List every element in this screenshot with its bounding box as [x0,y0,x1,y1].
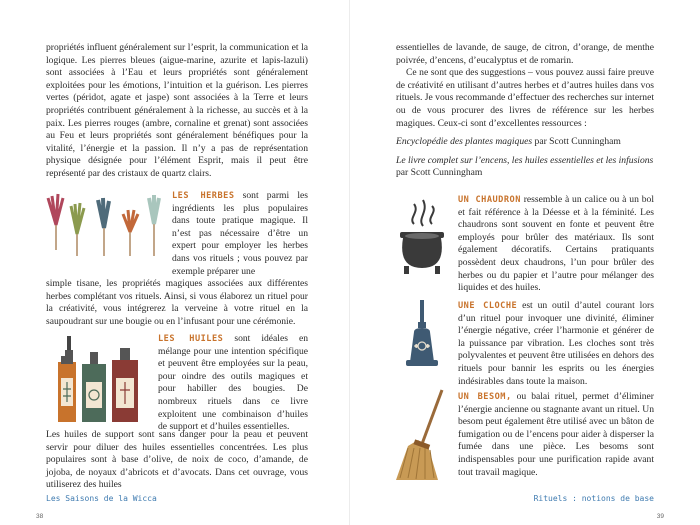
herbs-block-full: simple tisane, les propriétés magiques associées aux différentes herbes complétant vos rituels. Ainsi, si vous élaborez un rituel pour la créativité, vous intégrerez la verveine à votre rituel en la saupoudrant sur une bougie ou en l’infusant pour une cérémonie. [46,278,308,327]
cauldron-heading: UN CHAUDRON [458,195,521,205]
herbs-block-narrow [172,190,308,278]
herb-bundle-icon [149,195,159,256]
oils-block-narrow [158,333,308,434]
herb-bundle-icon [71,203,84,256]
right-page-number: 39 [656,513,664,520]
bell-icon [406,300,438,366]
bell-block: UNE CLOCHE est un outil d’autel courant lors d’un rituel pour invoquer une divinité, éliminer l’énergie négative, créer l’harmonie et générer de la puissance par vibration. Les cloches sont très polyvalentes et peuvent être utilisées en dehors des rituels pour bannir les esprits ou les énergies indésirables dans toute la maison. [458,300,654,387]
left-running-footer: Les Saisons de la Wicca [46,494,157,503]
bell-heading: UNE CLOCHE [458,301,518,311]
oils-text-short: sont idéales en mélange pour une intention spécifique et peuvent être employées sur la peau, pour oindre des outils magiques et pour habiller des bougies. De nombreux rituels dans ce livre exploitent une combinaison d’huiles de support et d’huiles essentielles. [158,333,309,433]
bell-illustration [402,298,442,376]
right-page [350,0,700,525]
herb-bundles-illustration [44,190,166,260]
left-page-number: 38 [36,513,44,520]
book-reference-2: Le livre complet sur l’encens, les huiles essentielles et les infusions par Scott Cunningham [396,154,654,179]
broom-icon [396,390,442,480]
oils-block-full: Les huiles de support sont sans danger pour la peau et peuvent servir pour diluer des huiles essentielles concentrées. Les plus populaires sont à base d’olive, de noix de coco, d’amande, de jojoba, de noyaux d’abricots et d’avocats. Dans cet ouvrage, vous utiliserez des huiles [46,429,308,491]
herb-bundle-icon [123,210,138,256]
dropper-icon [65,336,73,358]
cauldron-icon [400,232,444,274]
oils-heading: LES HUILES [158,334,224,344]
herbs-text-short: sont parmi les ingrédients les plus populaires dans toute pratique magique. Il n’est pas nécessaire d’être un expert pour employer les herbes dans vos rituels ; vous pouvez par exemple préparer une [172,190,308,277]
book-reference-1: Encyclopédie des plantes magiques par Scott Cunningham [396,136,621,148]
herb-bundle-icon [98,198,109,256]
oil-bottles-illustration [44,334,150,426]
herb-bundle-icon [48,194,63,250]
besom-block: UN BESOM, ou balai rituel, permet d’éliminer l’énergie ancienne ou stagnante avant un rituel. Un besom peut également être utilisé avec un bâton de fumigation ou de l’encens pour aider à disperser la fumée dans une pièce. Les besoms sont indispensables pour une purification rapide avant tout travail magique. [458,391,654,478]
right-intro-paragraphs: essentielles de lavande, de sauge, de citron, d’orange, de menthe poivrée, d’encens, d’eucalyptus et de romarin. Ce ne sont que des suggestions – vous pouvez aussi faire preuve de créativité en utilisant d’autres herbes et d’autres huiles dans vos rituels. Je vous recommande d’effectuer des recherches sur internet ou de vous procurer des livres de référence sur les herbes magiques. Ceux-ci sont d’excellentes ressources : Encyclopédie des plantes magiques par Scott Cunningham Le livre complet sur l’encens, les huiles essentielles et les infusions par Scott Cunningham [396,42,654,179]
left-paragraph-stones: propriétés influent généralement sur l’esprit, la communication et la logique. Les pierres bleues (aigue-marine, azurite et lapis-lazuli) sont associées à l’Eau et leurs propriétés sont généralement exploitées pour les émotions, l’intuition et la guérison. Les pierres vertes (péridot, agate et jaspe) sont associées à la Terre et leurs propriétés contribuent généralement à la richesse, au succès et à la paix. Les pierres rouges (ambre, cornaline et grenat) sont associées au Feu et leurs propriétés sont généralement bénéfiques pour la vitalité, l’énergie et la passion. Il n’y a pas de représentation physique désignée pour l’élément Esprit, mais il peut être représenté par des cristaux de quartz clairs. [46,42,308,179]
herbs-heading: LES HERBES [172,191,235,201]
oil-bottle-icon [58,356,76,422]
oil-bottle-icon [112,348,138,422]
oil-bottle-icon [82,352,106,422]
steam-icon [412,200,433,226]
cauldron-illustration [394,198,450,276]
besom-heading: UN BESOM, [458,392,512,402]
cauldron-block: UN CHAUDRON ressemble à un calice ou à un bol et fait référence à la Déesse et à la féminité. Les chaudrons sont souvent en fonte et peuvent être employés pour brûler des matériaux. Ils sont également décoratifs. Certains pratiquants possèdent deux chaudrons, l’un pour brûler des herbes ou du papier et l’autre pour mélanger des liquides et des huiles. [458,194,654,294]
besom-illustration [394,388,456,484]
right-running-footer: Rituels : notions de base [533,494,654,503]
